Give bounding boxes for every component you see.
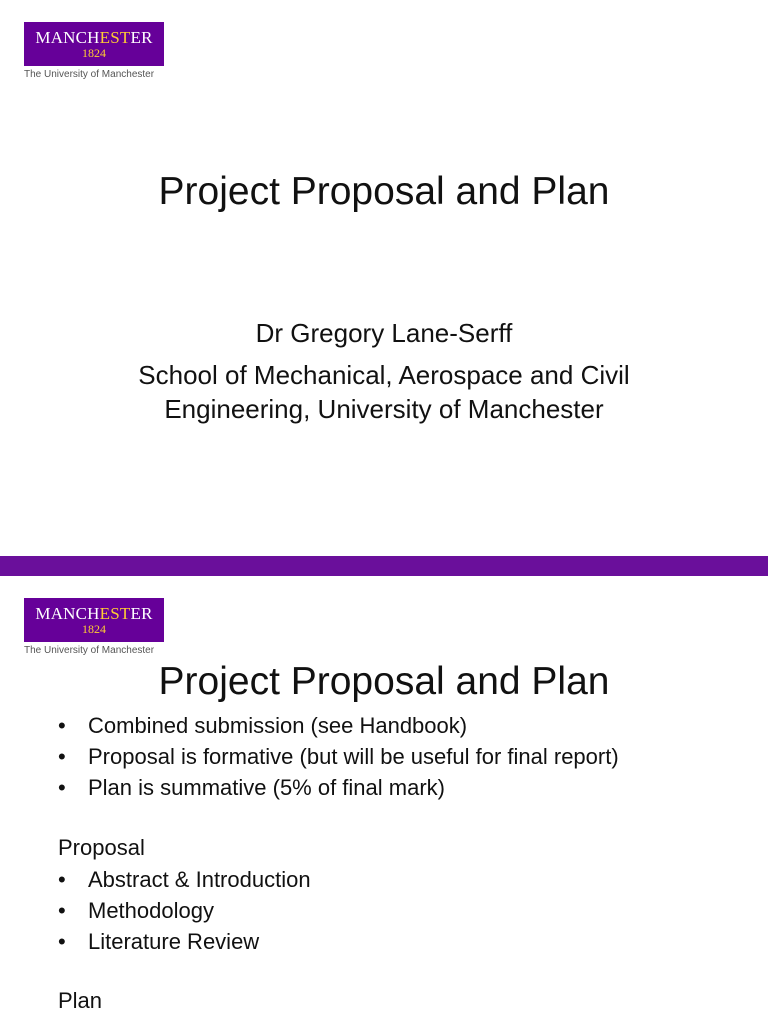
logo-word-highlight: EST	[99, 28, 131, 47]
logo-box	[24, 22, 164, 66]
plan-heading: Plan	[58, 988, 103, 1013]
logo-word-highlight: EST	[99, 604, 131, 623]
logo-word-start: MANCH	[35, 604, 100, 623]
university-logo	[24, 22, 166, 80]
logo-year: 1824	[82, 622, 106, 636]
logo-year: 1824	[82, 46, 106, 60]
slide-divider	[0, 556, 768, 576]
logo-word-end: ER	[130, 28, 153, 47]
list-item: • Proposal is formative (but will be useful for final report)	[58, 741, 619, 772]
logo-word-end: ER	[130, 604, 153, 623]
list-item: • Literature Review	[58, 926, 311, 957]
list-item: • Abstract & Introduction	[58, 864, 311, 895]
logo-wordmark	[35, 605, 152, 623]
proposal-heading: Proposal	[58, 835, 145, 860]
slide-2-title: Project Proposal and Plan	[158, 660, 610, 703]
logo-box	[24, 598, 164, 642]
logo-subtitle: The University of Manchester	[24, 645, 155, 656]
logo-word-start: MANCH	[35, 28, 100, 47]
author-affiliation: School of Mechanical, Aerospace and Civil Engineering, University of Manchester	[138, 360, 630, 424]
proposal-bullet-list	[58, 864, 311, 957]
list-item: • Combined submission (see Handbook)	[58, 710, 619, 741]
list-item: • Plan is summative (5% of final mark)	[58, 772, 619, 803]
summary-bullet-list	[58, 710, 619, 803]
logo-wordmark	[35, 29, 152, 47]
slide-1-title: Project Proposal and Plan	[158, 170, 610, 213]
logo-subtitle: The University of Manchester	[24, 69, 155, 80]
university-logo	[24, 598, 166, 656]
slide-2	[0, 576, 768, 1024]
author-name: Dr Gregory Lane-Serff	[255, 318, 513, 348]
list-item: • Methodology	[58, 895, 311, 926]
